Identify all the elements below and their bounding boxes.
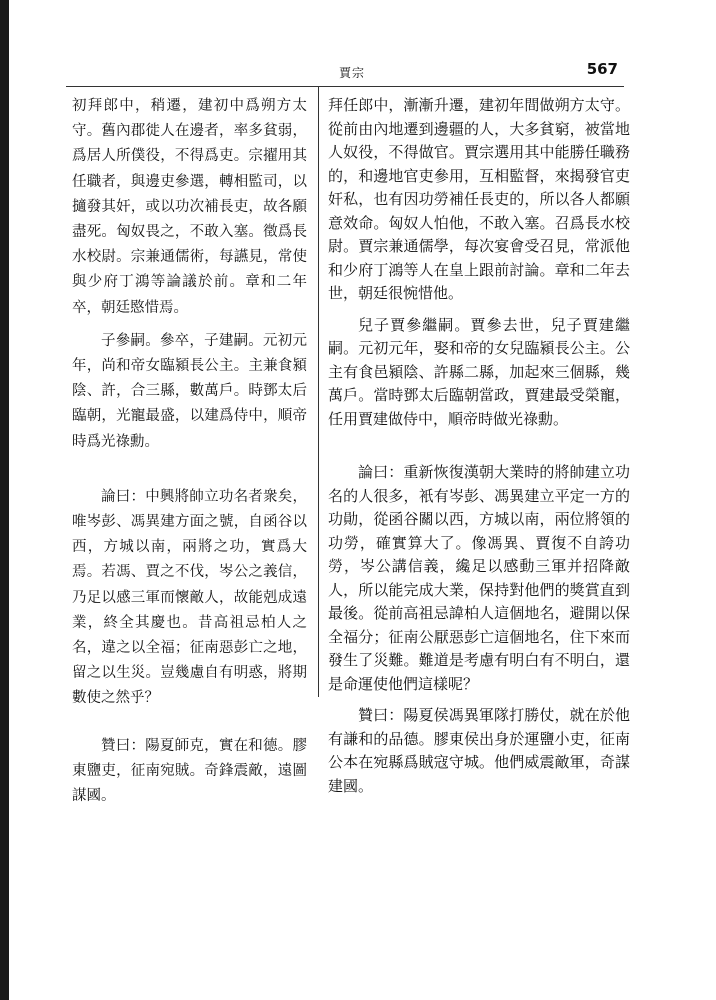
header-rule bbox=[66, 86, 624, 87]
translation-commentary: 論曰：重新恢復漢朝大業時的將帥建立功名的人很多，衹有岑彭、馮異建立平定一方的功勛，從函谷關以西，方城以南，兩位將領的功勞，確實算大了。像馮異、賈復不自誇功勞，岑公講信義，纔足以感動三軍并招降敵人，所以能完成大業，保持對他們的獎賞直到最後。從前高祖忌諱柏人這個地名，避開以保全福分；征南公厭惡彭亡這個地名，住下來而發生了災難。難道是考慮有明白有不明白，還是命運使他們這樣呢？ bbox=[328, 463, 630, 693]
translation-paragraph-2: 兒子賈參繼嗣。賈參去世，兒子賈建繼嗣。元初元年，娶和帝的女兒臨潁長公主。公主有食邑潁陰、許縣二縣，加起來三個縣，幾萬戶。當時鄧太后臨朝當政，賈建最受榮寵，任用賈建做侍中，順帝時做光祿勳。 bbox=[328, 315, 630, 428]
translation-eulogy: 贊曰：陽夏侯馮異軍隊打勝仗，就在於他有謙和的品德。膠東侯出身於運鹽小吏，征南公本在宛縣爲賊寇守城。他們威震敵軍，奇謀建國。 bbox=[328, 706, 630, 795]
page-number: 567 bbox=[586, 60, 618, 78]
original-eulogy: 贊曰：陽夏師克，實在和德。膠東鹽吏，征南宛賊。奇鋒震敵，遠圖謀國。 bbox=[72, 737, 307, 805]
original-paragraph-2: 子參嗣。參卒，子建嗣。元初元年，尚和帝女臨潁長公主。主兼食潁陰、許，合三縣，數萬戶。時鄧太后臨朝，光寵最盛，以建爲侍中，順帝時爲光祿勳。 bbox=[72, 332, 307, 450]
original-paragraph-1: 初拜郎中，稍遷，建初中爲朔方太守。舊內郡徙人在邊者，率多貧弱，爲居人所僕役，不得爲吏。宗擢用其任職者，與邊吏參選，轉相監司，以擿發其奸，或以功次補長吏，故各願盡死。匈奴畏之，不敢入塞。徵爲長水校尉。宗兼通儒術，每讌見，常使與少府丁鴻等論議於前。章和二年卒，朝廷愍惜焉。 bbox=[72, 98, 307, 316]
original-commentary: 論曰：中興將帥立功名者衆矣，唯岑彭、馮異建方面之號，自函谷以西，方城以南，兩將之功，實爲大焉。若馮、賈之不伐，岑公之義信，乃足以感三軍而懷敵人，故能剋成遠業，終全其慶也。昔高祖忌柏人之名，違之以全福；征南惡彭亡之地，留之以生災。豈幾慮自有明惑，將期數使之然乎？ bbox=[72, 488, 307, 707]
page-binding-edge bbox=[0, 0, 9, 1000]
translation-paragraph-1: 拜任郎中，漸漸升遷，建初年間做朔方太守。從前由內地遷到邊疆的人，大多貧窮，被當地人奴役，不得做官。賈宗選用其中能勝任職務的，和邊地官吏參用，互相監督，來揭發官吏奸私，也有因功勞補任長吏的，所以各人都願意效命。匈奴人怕他，不敢入塞。召爲長水校尉。賈宗兼通儒學，每次宴會受召見，常派他和少府丁鴻等人在皇上跟前討論。章和二年去世，朝廷很惋惜他。 bbox=[328, 96, 630, 302]
column-divider bbox=[318, 87, 319, 697]
page-header bbox=[62, 60, 622, 84]
running-title: 賈宗 bbox=[339, 66, 366, 80]
original-text-column bbox=[72, 94, 307, 809]
translation-column bbox=[328, 94, 630, 798]
